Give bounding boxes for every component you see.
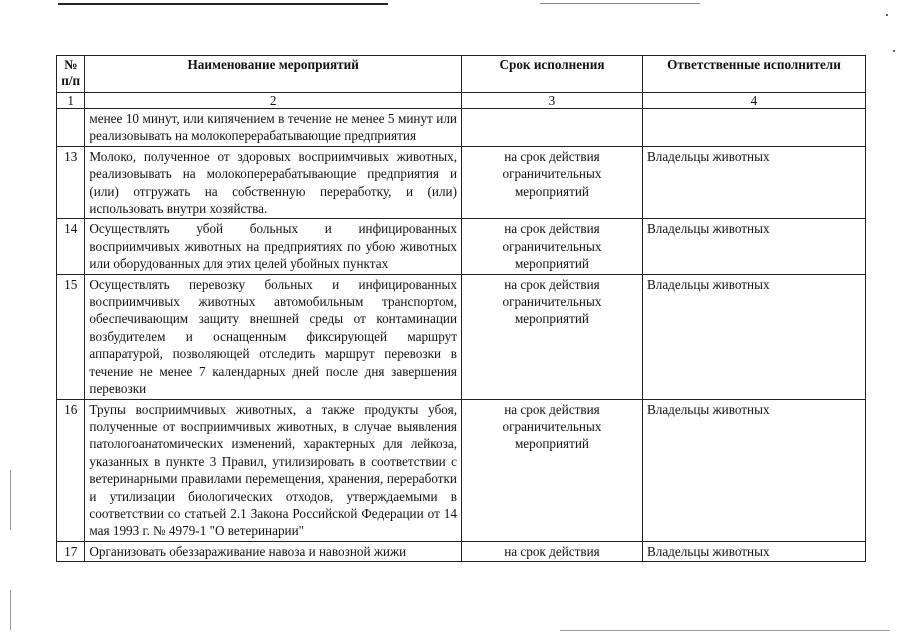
row-responsible: Владельцы животных <box>642 541 865 561</box>
row-term: на срок действия ограничительных мероприятий <box>462 274 643 399</box>
row-responsible <box>642 109 865 147</box>
row-measure: Организовать обеззараживание навоза и навозной жижи <box>85 541 462 561</box>
row-term: на срок действия ограничительных мероприятий <box>462 146 643 219</box>
row-responsible: Владельцы животных <box>642 219 865 274</box>
column-index: 3 <box>462 93 643 109</box>
column-index: 2 <box>85 93 462 109</box>
column-index-row <box>57 93 866 109</box>
row-term <box>462 109 643 147</box>
table-row <box>57 146 866 219</box>
table-row <box>57 541 866 561</box>
row-number <box>57 109 85 147</box>
row-number: 17 <box>57 541 85 561</box>
scan-artifact-top-right <box>540 3 700 4</box>
scan-speck <box>893 50 895 52</box>
header-num: № п/п <box>57 56 85 93</box>
row-measure: Молоко, полученное от здоровых восприимчивых животных, реализовывать на молокоперерабатывающие предприятия и (или) отгружать на собственную переработку, и (или) использовать внутри хозяйства. <box>85 146 462 219</box>
table-row <box>57 109 866 147</box>
table-header-row <box>57 56 866 93</box>
table-row <box>57 219 866 274</box>
row-responsible: Владельцы животных <box>642 274 865 399</box>
measures-table <box>56 55 866 562</box>
table-row <box>57 399 866 541</box>
row-measure: Трупы восприимчивых животных, а также продукты убоя, полученные от восприимчивых животных, в случае выявления патологоанатомических изменений, характерных для лейкоза, указанных в пункте 3 Правил, утилизировать в соответствии с ветеринарными правилами перемещения, хранения, переработки и утилизации биологических отходов, утверждаемыми в соответствии со статьей 2.1 Закона Российской Федерации от 14 мая 1993 г. № 4979-1 "О ветеринарии" <box>85 399 462 541</box>
scan-speck <box>886 14 888 16</box>
row-number: 15 <box>57 274 85 399</box>
header-name: Наименование мероприятий <box>85 56 462 93</box>
row-responsible: Владельцы животных <box>642 146 865 219</box>
scan-edge-mark <box>10 470 11 530</box>
row-number: 13 <box>57 146 85 219</box>
row-term: на срок действия <box>462 541 643 561</box>
column-index: 1 <box>57 93 85 109</box>
row-number: 14 <box>57 219 85 274</box>
row-term: на срок действия ограничительных мероприятий <box>462 219 643 274</box>
row-measure: менее 10 минут, или кипячением в течение не менее 5 минут или реализовывать на молокоперерабатывающие предприятия <box>85 109 462 147</box>
table-row <box>57 274 866 399</box>
row-number: 16 <box>57 399 85 541</box>
row-measure: Осуществлять убой больных и инфицированных восприимчивых животных на предприятиях по убою животных или оборудованных для этих целей убойных пунктах <box>85 219 462 274</box>
row-responsible: Владельцы животных <box>642 399 865 541</box>
row-term: на срок действия ограничительных мероприятий <box>462 399 643 541</box>
header-responsible: Ответственные исполнители <box>642 56 865 93</box>
header-term: Срок исполнения <box>462 56 643 93</box>
scan-artifact-bottom <box>560 630 890 631</box>
scan-edge-mark <box>10 590 11 630</box>
scan-artifact-top <box>58 3 388 5</box>
column-index: 4 <box>642 93 865 109</box>
row-measure: Осуществлять перевозку больных и инфицированных восприимчивых животных автомобильным транспортом, обеспечивающим защиту внешней среды от контаминации возбудителем и оснащенным фиксирующей маршрут аппаратурой, позволяющей отследить маршрут перевозки в течение не менее 7 календарных дней после дня завершения перевозки <box>85 274 462 399</box>
